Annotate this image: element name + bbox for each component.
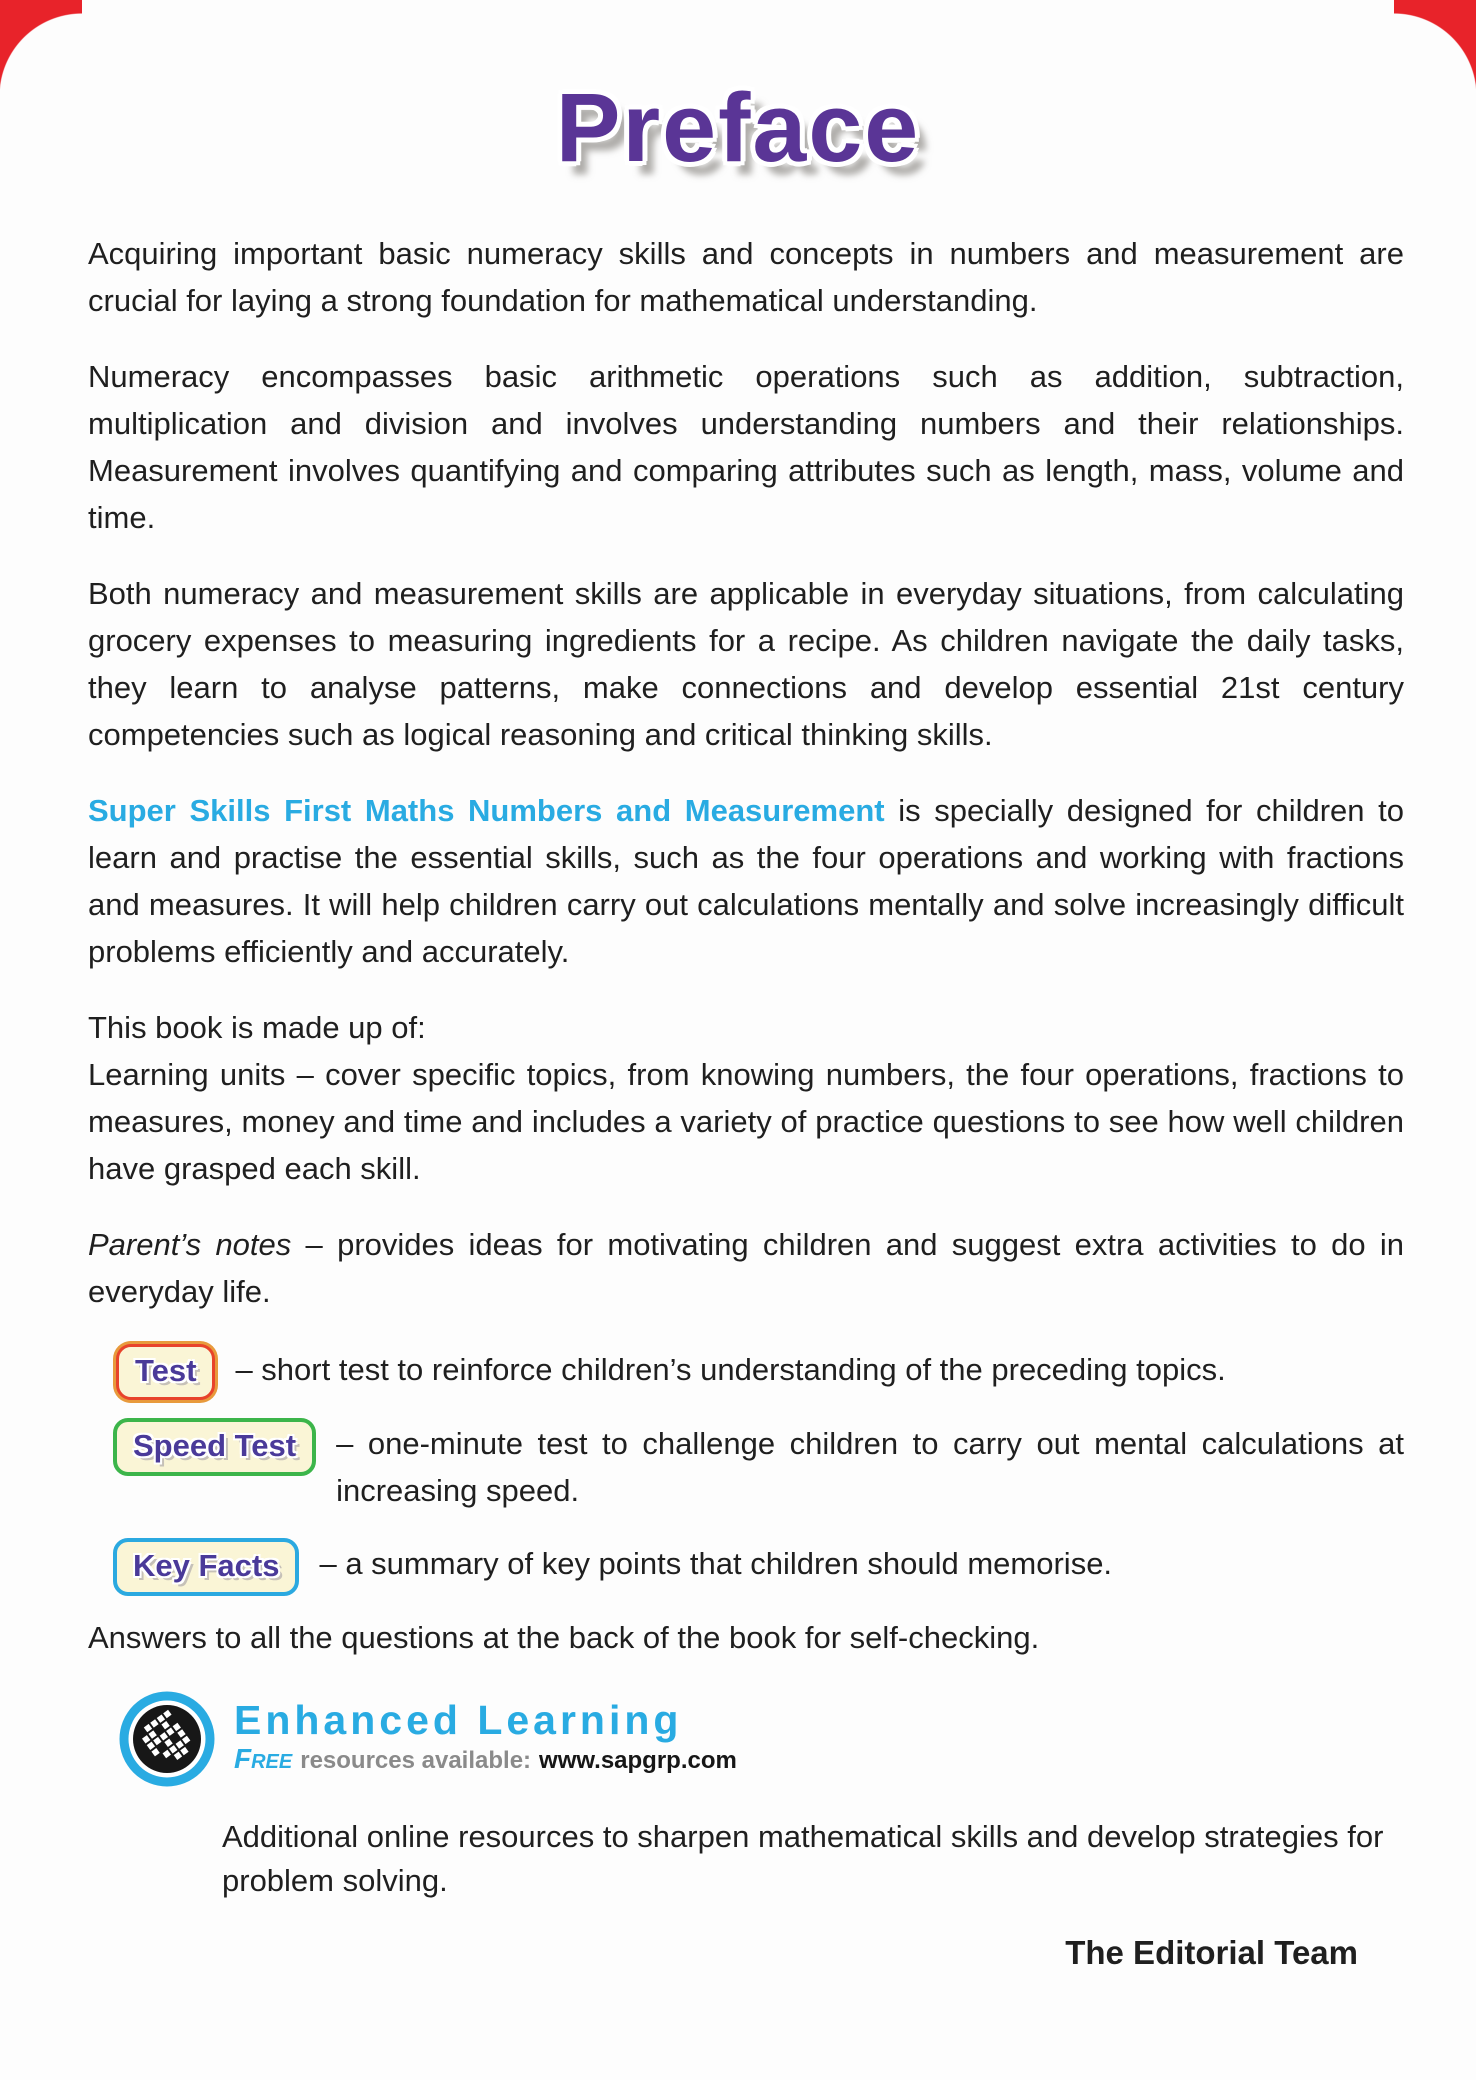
- page-title: Preface: [555, 73, 921, 182]
- made-up-of-line: This book is made up of:: [88, 1010, 426, 1045]
- corner-decoration-left: [0, 0, 82, 96]
- answers-note: Answers to all the questions at the back of the book for self-checking.: [88, 1620, 1040, 1655]
- test-badge-label: Test: [135, 1353, 197, 1388]
- book-structure-paragraph: [88, 1004, 1404, 1192]
- preface-body: [0, 230, 1476, 1976]
- enhanced-learning-section: [118, 1690, 1404, 1801]
- book-title-highlight: Super Skills First Maths Numbers and Measurement: [88, 793, 885, 828]
- online-resources-description: Additional online resources to sharpen mathematical skills and develop strategies for problem solving.: [222, 1819, 1384, 1898]
- speed-test-badge: [113, 1418, 316, 1476]
- intro-paragraph: Acquiring important basic numeracy skills and concepts in numbers and measurement are crucial for laying a strong foundation for mathematical understanding.: [88, 236, 1404, 318]
- book-intro-rest: is specially designed for children to learn and practise the essential skills, such as the four operations and working with fractions and measures. It will help children carry out calculations mentally and solve increasingly difficult problems efficiently and accurately.: [88, 793, 1404, 969]
- free-label: Free: [234, 1743, 293, 1774]
- resources-available-label: resources available:: [300, 1747, 532, 1774]
- parents-notes-label: Parent’s notes: [88, 1227, 292, 1262]
- numeracy-paragraph: Numeracy encompasses basic arithmetic operations such as addition, subtraction, multiplication and division and involves understanding numbers and their relationships. Measurement involves quantifying and comparing attributes such as length, mass, volume and time.: [88, 359, 1404, 535]
- enhanced-learning-title: Enhanced Learning: [234, 1697, 683, 1743]
- speed-test-row: [113, 1418, 1404, 1514]
- key-facts-description: – a summary of key points that children should memorise.: [319, 1546, 1113, 1581]
- speed-test-badge-label: Speed Test: [133, 1428, 297, 1463]
- parents-notes-paragraph: [88, 1221, 1404, 1315]
- free-resources-note: [234, 1742, 737, 1778]
- editorial-team-signature: The Editorial Team: [1065, 1934, 1358, 1971]
- everyday-skills-paragraph: Both numeracy and measurement skills are applicable in everyday situations, from calculating grocery expenses to measuring ingredients for a recipe. As children navigate the daily tasks, they learn to analyse patterns, make connections and develop essential 21st century competencies such as logical reasoning and critical thinking skills.: [88, 576, 1404, 752]
- speed-test-description: – one-minute test to challenge children to carry out mental calculations at increasing speed.: [336, 1426, 1404, 1508]
- test-badge: [116, 1344, 215, 1400]
- test-description: – short test to reinforce children’s understanding of the preceding topics.: [235, 1352, 1226, 1387]
- enhanced-learning-text: [234, 1690, 737, 1778]
- key-facts-row: [113, 1538, 1404, 1596]
- book-intro-paragraph: [88, 787, 1404, 975]
- website-url: www.sapgrp.com: [539, 1747, 737, 1774]
- key-facts-badge: [113, 1538, 299, 1596]
- enhanced-learning-logo-icon: [118, 1690, 216, 1801]
- parents-notes-rest: – provides ideas for motivating children and suggest extra activities to do in everyday life.: [88, 1227, 1404, 1309]
- learning-units-text: Learning units – cover specific topics, from knowing numbers, the four operations, fractions to measures, money and time and includes a variety of practice questions to see how well children have grasped each skill.: [88, 1057, 1404, 1186]
- corner-decoration-right: [1394, 0, 1476, 96]
- test-row: [113, 1344, 1404, 1400]
- key-facts-badge-label: Key Facts: [133, 1548, 280, 1583]
